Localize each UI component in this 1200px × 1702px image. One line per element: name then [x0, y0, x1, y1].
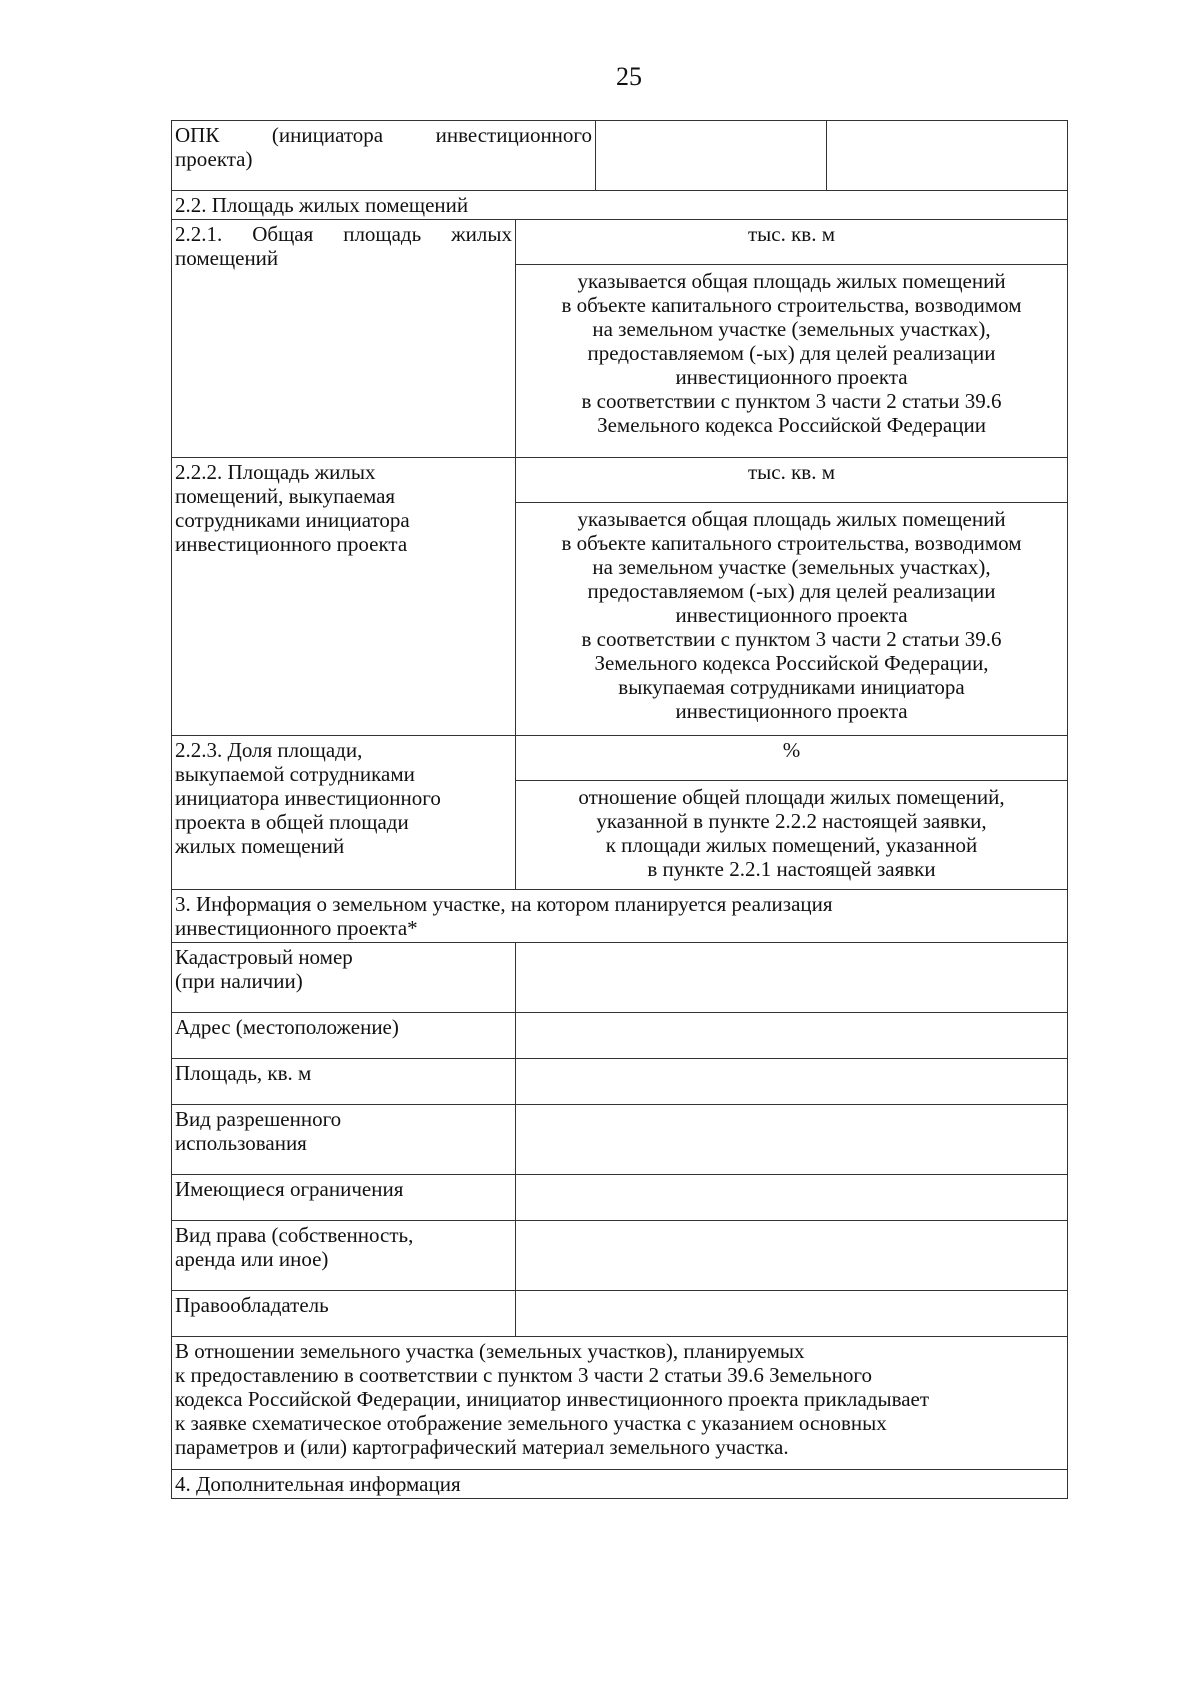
field-label-line1: Площадь, кв. м: [175, 1061, 312, 1085]
opk-row: [172, 121, 1068, 191]
note-line: указанной в пункте 2.2.2 настоящей заявки,: [596, 809, 987, 833]
item-2-2-2-note: [516, 503, 1068, 736]
note-line: к площади жилых помещений, указанной: [605, 833, 978, 857]
land-field-row: [172, 1105, 1068, 1175]
field-label-line1: Вид разрешенного: [175, 1107, 342, 1131]
note-line: на земельном участке (земельных участках),: [592, 555, 991, 579]
area-label: [172, 1059, 516, 1105]
restrictions-value[interactable]: [516, 1175, 1068, 1221]
label-line: жилых помещений: [175, 834, 345, 858]
label-line: проекта в общей площади: [175, 810, 409, 834]
note-line: отношение общей площади жилых помещений,: [578, 785, 1005, 809]
note-line: параметров и (или) картографический материал земельного участка.: [175, 1435, 789, 1459]
section-4-title: 4. Дополнительная информация: [172, 1470, 1068, 1499]
section-2-2-title-row: [172, 191, 1068, 220]
page-number: 25: [616, 62, 642, 91]
cadastral-number-value[interactable]: [516, 943, 1068, 1013]
note-line: В отношении земельного участка (земельных участков), планируемых: [175, 1339, 805, 1363]
application-form-table: [171, 120, 1068, 1499]
note-line: указывается общая площадь жилых помещений: [577, 269, 1006, 293]
label-line: инициатора инвестиционного: [175, 786, 441, 810]
land-field-row: [172, 1221, 1068, 1291]
permitted-use-value[interactable]: [516, 1105, 1068, 1175]
label-line: выкупаемой сотрудниками: [175, 762, 415, 786]
item-2-2-1-unit[interactable]: тыс. кв. м: [516, 220, 1068, 265]
opk-value-cell-2[interactable]: [827, 121, 1068, 191]
note-line: в объекте капитального строительства, возводимом: [561, 293, 1022, 317]
note-line: к предоставлению в соответствии с пунктом 3 части 2 статьи 39.6 Земельного: [175, 1363, 872, 1387]
note-line: инвестиционного проекта: [675, 365, 908, 389]
land-field-row: [172, 1291, 1068, 1337]
land-field-row: [172, 1013, 1068, 1059]
note-line: инвестиционного проекта: [675, 603, 908, 627]
item-2-2-3-note: [516, 781, 1068, 890]
item-2-2-2-unit[interactable]: тыс. кв. м: [516, 458, 1068, 503]
note-line: предоставляемом (-ых) для целей реализации: [587, 579, 996, 603]
opk-label-line2: проекта): [175, 147, 253, 171]
land-field-row: [172, 1059, 1068, 1105]
item-2-2-3-unit[interactable]: %: [516, 736, 1068, 781]
right-type-label: [172, 1221, 516, 1291]
item-2-2-1-label-cell: [172, 220, 516, 458]
cadastral-number-label: [172, 943, 516, 1013]
address-label: [172, 1013, 516, 1059]
field-label-line1: Вид права (собственность,: [175, 1223, 414, 1247]
section-2-2-title: 2.2. Площадь жилых помещений: [172, 191, 1068, 220]
note-line: в пункте 2.2.1 настоящей заявки: [647, 857, 936, 881]
field-label-line2: использования: [175, 1131, 307, 1155]
section-3-title-line1: 3. Информация о земельном участке, на котором планируется реализация: [175, 892, 833, 916]
item-2-2-3-label-cell: [172, 736, 516, 890]
note-line: Земельного кодекса Российской Федерации,: [594, 651, 989, 675]
right-holder-value[interactable]: [516, 1291, 1068, 1337]
note-line: кодекса Российской Федерации, инициатор инвестиционного проекта прикладывает: [175, 1387, 930, 1411]
address-value[interactable]: [516, 1013, 1068, 1059]
item-2-2-2-unit-row: [172, 458, 1068, 503]
right-holder-label: [172, 1291, 516, 1337]
land-field-row: [172, 943, 1068, 1013]
section-3-title-row: [172, 890, 1068, 943]
label-line: сотрудниками инициатора: [175, 508, 410, 532]
note-line: на земельном участке (земельных участках),: [592, 317, 991, 341]
note-line: инвестиционного проекта: [675, 699, 908, 723]
note-line: в соответствии с пунктом 3 части 2 статьи 39.6: [581, 389, 1002, 413]
field-label-line1: Имеющиеся ограничения: [175, 1177, 404, 1201]
field-label-line1: Адрес (местоположение): [175, 1015, 399, 1039]
field-label-line1: Правообладатель: [175, 1293, 329, 1317]
section-4-row: [172, 1470, 1068, 1499]
item-2-2-1-note: [516, 265, 1068, 458]
right-type-value[interactable]: [516, 1221, 1068, 1291]
section-3-note-row: [172, 1337, 1068, 1470]
note-line: выкупаемая сотрудниками инициатора: [618, 675, 965, 699]
opk-value-cell-1[interactable]: [596, 121, 827, 191]
item-2-2-1-label-line2: помещений: [175, 246, 279, 270]
opk-label-line1: ОПК (инициатора инвестиционного: [175, 123, 593, 147]
restrictions-label: [172, 1175, 516, 1221]
note-line: в объекте капитального строительства, возводимом: [561, 531, 1022, 555]
permitted-use-label: [172, 1105, 516, 1175]
item-2-2-1-unit-row: [172, 220, 1068, 265]
opk-label-cell: [172, 121, 596, 191]
note-line: в соответствии с пунктом 3 части 2 статьи 39.6: [581, 627, 1002, 651]
label-line: помещений, выкупаемая: [175, 484, 396, 508]
item-2-2-3-unit-row: [172, 736, 1068, 781]
section-3-note: [172, 1337, 1068, 1470]
field-label-line2: (при наличии): [175, 969, 303, 993]
section-3-title-line2: инвестиционного проекта*: [175, 916, 418, 940]
label-line: 2.2.2. Площадь жилых: [175, 460, 376, 484]
label-line: инвестиционного проекта: [175, 532, 408, 556]
field-label-line1: Кадастровый номер: [175, 945, 353, 969]
section-3-title-cell: [172, 890, 1068, 943]
item-2-2-1-label-line1: 2.2.1. Общая площадь жилых: [175, 222, 512, 246]
land-field-row: [172, 1175, 1068, 1221]
note-line: предоставляемом (-ых) для целей реализации: [587, 341, 996, 365]
note-line: указывается общая площадь жилых помещений: [577, 507, 1006, 531]
field-label-line2: аренда или иное): [175, 1247, 329, 1271]
area-value[interactable]: [516, 1059, 1068, 1105]
note-line: к заявке схематическое отображение земельного участка с указанием основных: [175, 1411, 887, 1435]
label-line: 2.2.3. Доля площади,: [175, 738, 363, 762]
note-line: Земельного кодекса Российской Федерации: [597, 413, 986, 437]
item-2-2-2-label-cell: [172, 458, 516, 736]
